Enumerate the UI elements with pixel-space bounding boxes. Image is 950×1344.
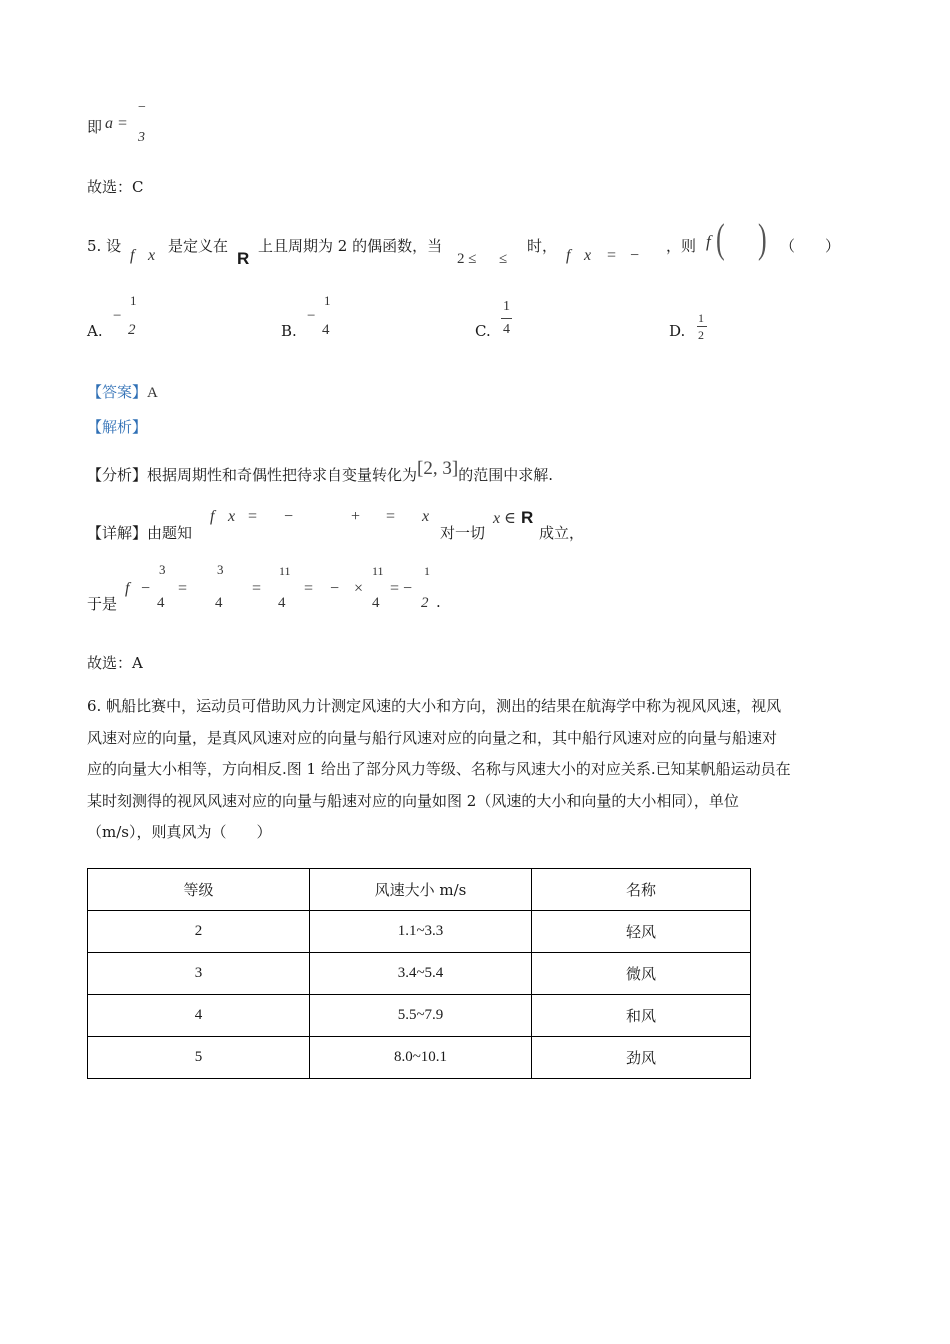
header-speed: 风速大小 m/s <box>310 869 532 911</box>
wind-scale-table <box>87 868 751 1079</box>
option-d-frac-bar <box>697 326 707 327</box>
q5-ineq-2: 2 ≤ <box>457 251 477 267</box>
option-b-label: B. <box>281 322 297 340</box>
q5-text4: ，则 <box>666 237 697 255</box>
cell-name: 轻风 <box>532 911 751 953</box>
cell-name: 微风 <box>532 953 751 995</box>
header-name: 名称 <box>532 869 751 911</box>
fenxi-line <box>87 458 553 486</box>
xj-minus: − <box>284 508 294 525</box>
top-ji-label: 即 <box>87 118 103 136</box>
q5-minus: − <box>630 247 640 264</box>
ys-n3: 11 <box>279 564 291 578</box>
cell-speed: 5.5~7.9 <box>310 995 532 1037</box>
q5-fx-x: x <box>148 247 156 264</box>
option-b-den: 4 <box>322 322 330 338</box>
ys-eq1: = <box>178 580 188 597</box>
ys-n4: 11 <box>372 564 384 578</box>
q6-line: 某时刻测得的视风风速对应的向量与船速对应的向量如图 2（风速的大小和向量的大小相同），单位 <box>87 791 739 810</box>
q5-text1: 是定义在 <box>168 237 229 255</box>
table-row <box>88 1037 751 1079</box>
fenxi-text1: 根据周期性和奇偶性把待求自变量转化为 <box>147 466 418 484</box>
option-a-label: A. <box>87 322 103 340</box>
table-row <box>88 995 751 1037</box>
choice-a: 故选：A <box>87 654 143 672</box>
ys-eq2: = <box>252 580 262 597</box>
xj-f: f <box>210 508 215 525</box>
cell-grade: 4 <box>88 995 310 1037</box>
xiangjie-text1: 由题知 <box>147 524 193 542</box>
q6-line: 应的向量大小相等，方向相反.图 1 给出了部分风力等级、名称与风速大小的对应关系.已知某帆船运动员在 <box>87 760 791 778</box>
q6-line: （m/s），则真风为（ ） <box>87 823 272 841</box>
ys-m3: − <box>330 580 340 597</box>
cell-name: 和风 <box>532 995 751 1037</box>
q6-line: 风速对应的向量，是真风风速对应的向量与船行风速对应的向量之和，其中船行风速对应的向量与船速对 <box>87 728 778 747</box>
q5-f2: f <box>566 247 571 264</box>
option-b-sign: − <box>307 308 316 324</box>
q6-line: 6. 帆船比赛中，运动员可借助风力计测定风速的大小和方向，测出的结果在航海学中称为视风风速，视风 <box>87 697 782 715</box>
xj-R: R <box>521 508 534 527</box>
cell-speed: 1.1~3.3 <box>310 911 532 953</box>
fenxi-tag: 【分析】 <box>87 466 148 484</box>
option-b-num: 1 <box>324 293 331 308</box>
xj-eq: = <box>248 508 258 525</box>
ys-times: × <box>354 580 364 597</box>
q5-real-R: R <box>237 249 250 268</box>
option-a-num: 1 <box>130 293 137 308</box>
q5-text2: 上且周期为 2 的偶函数，当 <box>258 237 443 255</box>
q5-ineq-le: ≤ <box>499 251 508 267</box>
q5-number: 5. 设 <box>87 237 122 255</box>
cell-speed: 8.0~10.1 <box>310 1037 532 1079</box>
q6-paragraph <box>87 691 867 849</box>
choice-c: 故选：C <box>87 178 144 196</box>
option-d-num: 1 <box>698 311 704 325</box>
ys-d4: 4 <box>372 595 380 611</box>
option-d-den: 2 <box>698 328 704 342</box>
option-c-label: C. <box>475 322 491 340</box>
xj-text3: 成立， <box>539 524 585 542</box>
option-a-den: 2 <box>128 322 136 338</box>
fenxi-interval: [2, 3] <box>417 458 459 479</box>
header-grade: 等级 <box>88 869 310 911</box>
top-frac-minus: − <box>138 100 146 115</box>
answer-tag: 【答案】 <box>87 383 148 401</box>
answer-line <box>87 381 158 402</box>
ys-n1: 3 <box>159 562 166 577</box>
cell-grade: 3 <box>88 953 310 995</box>
q5-x2: x <box>584 247 592 264</box>
ys-n2: 3 <box>217 562 224 577</box>
option-a-sign: − <box>113 308 122 324</box>
ys-f: f <box>125 580 130 597</box>
ys-n5: 1 <box>424 564 430 578</box>
xj-xin: x ∈ <box>493 510 516 527</box>
q5-text3: 时， <box>527 237 558 255</box>
q5-fx-f: f <box>130 247 135 264</box>
xj-plus: + <box>351 508 361 525</box>
table-row <box>88 911 751 953</box>
ys-minus: − <box>141 580 151 597</box>
option-c-frac-bar <box>501 318 512 319</box>
table-header-row <box>88 869 751 911</box>
xiangjie-tag-text: 【详解】 <box>87 524 148 542</box>
analysis-tag: 【解析】 <box>87 418 148 436</box>
xj-x: x <box>228 508 236 525</box>
xiangjie-tag <box>87 522 192 543</box>
cell-speed: 3.4~5.4 <box>310 953 532 995</box>
q5-big-paren-left: ( <box>716 215 725 262</box>
q5-big-paren-right: ) <box>758 215 767 262</box>
yushi-label: 于是 <box>87 595 118 613</box>
answer-value: A <box>147 385 158 401</box>
option-c-den: 4 <box>503 322 510 337</box>
q5-f3: f <box>706 232 711 251</box>
fenxi-text2: 的范围中求解. <box>458 466 553 484</box>
xj-x2: x <box>422 508 430 525</box>
cell-name: 劲风 <box>532 1037 751 1079</box>
top-frac-den: 3 <box>138 130 145 145</box>
option-c-num: 1 <box>503 299 510 314</box>
q5-eq: = <box>607 247 617 264</box>
ys-eq3: = <box>304 580 314 597</box>
ys-d2: 4 <box>215 595 223 611</box>
ys-end: . <box>436 593 441 611</box>
ys-d3: 4 <box>278 595 286 611</box>
top-a-eq: a = <box>105 115 128 132</box>
table-row <box>88 953 751 995</box>
option-d-label: D. <box>669 322 686 340</box>
xj-eq2: = <box>386 508 396 525</box>
xj-text2: 对一切 <box>440 524 486 542</box>
q5-answer-paren: （ ） <box>780 237 841 255</box>
ys-d1: 4 <box>157 595 165 611</box>
cell-grade: 2 <box>88 911 310 953</box>
cell-grade: 5 <box>88 1037 310 1079</box>
ys-d5: 2 <box>421 595 429 611</box>
ys-eq4: = − <box>390 580 413 597</box>
